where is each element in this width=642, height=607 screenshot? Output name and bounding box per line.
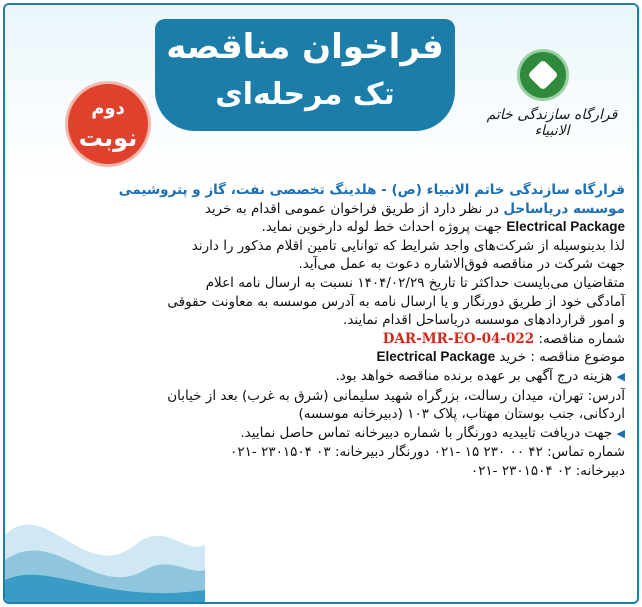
contact-line: شماره تماس: ۴۲ ۰۰ ۲۳۰ ۱۵ -۰۲۱ دورنگار دبیرخانه: ۰۳ ۲۳۰۱۵۰۴ -۰۲۱ [230,444,625,461]
notice-body [19,181,625,481]
confirm-text: جهت دریافت تاییدیه دورنگار با شماره دبیرخانه تماس حاصل نمایید. [240,424,613,441]
body-line-8: و امور قراردادهای موسسه دریاساحل اقدام نمایند. [343,312,625,329]
body-line-4: لذا بدینوسیله از شرکت‌های واجد شرایط که توانایی تامین اقلام مذکور را دارند [191,237,625,254]
badge-top-text: دوم [91,98,125,119]
notice-header [5,5,637,177]
body-line-2-text: در نظر دارد از طریق فراخوان عمومی اقدام به خرید [204,200,504,217]
confirm-line [19,424,625,444]
address-line-1: آدرس: تهران، میدان رسالت، بزرگراه شهید سلیمانی (شرق به غرب) بعد از خیابان [167,387,625,404]
body-line-1: قرارگاه سازندگی خاتم الانبیاء (ص) - هلدینگ تخصصی نفت، گاز و پتروشیمی [118,182,625,198]
org-logo [477,49,627,169]
tender-number-label: شماره مناقصه: [534,330,625,347]
notice-title: فراخوان مناقصه [166,27,444,67]
notice-subtitle: تک مرحله‌ای [215,77,395,112]
body-line-5: جهت شرکت در مناقصه فوق‌الاشاره دعوت به عمل می‌آید. [298,256,625,273]
body-line-3-text: جهت پروژه احداث خط لوله دارخوین نماید. [261,219,507,236]
address-line-2: اردکانی، جنب بوستان مهتاب، پلاک ۱۰۳ (دبیرخانه موسسه) [298,406,625,423]
body-line-2 [19,200,625,219]
emblem-icon [517,49,569,101]
wave-decoration [5,475,205,604]
second-round-badge [65,81,151,167]
secretariat-line: دبیرخانه: ۰۲ ۲۳۰۱۵۰۴ -۰۲۱ [470,462,625,479]
org-name: موسسه دریاساحل [503,200,625,217]
body-line-6: متقاضیان می‌بایست حداکثر تا تاریخ ۱۴۰۴/۰۲/۲۹ نسبت به ارسال نامه اعلام [205,274,625,291]
cost-line [19,367,625,387]
tender-number-line [19,330,625,349]
subject-package: Electrical Package [376,349,496,365]
bullet-icon: ◀ [616,369,625,383]
tender-notice [3,3,639,604]
body-line-7: آمادگی خود از طریق دورنگار و یا ارسال نامه به آدرس موسسه به معاونت حقوقی [167,293,625,310]
package-name: Electrical Package [506,219,625,235]
badge-bottom-text: نوبت [78,124,138,152]
logo-caption: قرارگاه سازندگی خاتم الانبیاء [486,107,618,139]
subject-label: موضوع مناقصه : خرید [495,349,625,366]
tender-number: DAR-MR-EO-04-022 [382,330,535,347]
body-line-3 [19,218,625,237]
cost-text: هزینه درج آگهی بر عهده برنده مناقصه خواهد بود. [335,367,613,384]
bullet-icon: ◀ [616,426,625,440]
subject-line [19,348,625,367]
